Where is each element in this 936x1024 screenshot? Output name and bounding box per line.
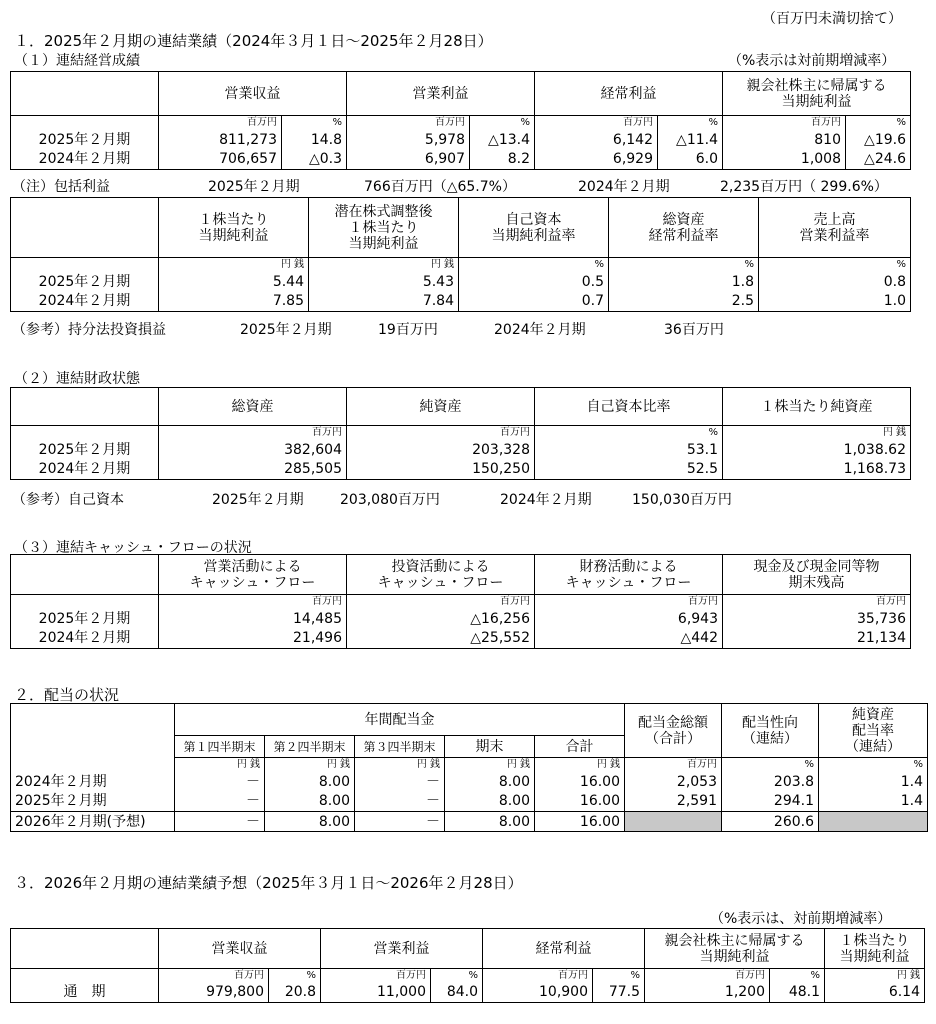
unit-label: 百万円 <box>312 595 342 607</box>
cell: 20.8 <box>269 983 321 1003</box>
footnote-value: 36百万円 <box>664 322 724 338</box>
header-total-dividend: 配当金総額 （合計） <box>625 704 722 758</box>
cell: 16.00 <box>535 792 625 812</box>
unit-label: % <box>896 258 906 270</box>
cell: 2.5 <box>609 292 759 312</box>
cell: 1.0 <box>759 292 911 312</box>
header-eps: １株当たり 当期純利益 <box>159 198 309 258</box>
unit-label: 百万円 <box>811 116 841 128</box>
cell: 48.1 <box>770 983 825 1003</box>
section-2-title: ２．配当の状況 <box>14 686 120 704</box>
header-year-end: 期末 <box>445 736 535 758</box>
cell: △0.3 <box>282 150 347 170</box>
cell: 8.00 <box>265 812 355 832</box>
unit-label: % <box>708 426 718 438</box>
table-row-forecast <box>11 812 928 832</box>
footnote-period: 2024年２月期 <box>494 322 586 338</box>
cell: 1.4 <box>819 772 928 792</box>
unit-label: 百万円 <box>735 969 765 981</box>
unit-note: （百万円未満切捨て） <box>762 11 902 27</box>
header-roe: 自己資本 当期純利益率 <box>459 198 609 258</box>
header-total: 合計 <box>535 736 625 758</box>
cell: 150,250 <box>347 460 535 480</box>
cell: 5.44 <box>159 272 309 292</box>
footnote-period: 2024年２月期 <box>578 179 670 195</box>
unit-label: % <box>708 116 718 128</box>
cell: 8.2 <box>470 150 535 170</box>
header-total-assets: 総資産 <box>159 388 347 426</box>
table-row <box>11 292 911 312</box>
cell: 8.00 <box>265 772 355 792</box>
header-annual-dividend: 年間配当金 <box>175 704 625 736</box>
cell: 5.43 <box>309 272 459 292</box>
corner-cell <box>11 555 159 595</box>
corner-cell <box>11 72 159 116</box>
unit-label: 百万円 <box>500 426 530 438</box>
t3-title: （２）連結財政状態 <box>14 371 140 387</box>
unit-label: 円 銭 <box>896 969 920 981</box>
cell: 16.00 <box>535 812 625 832</box>
unit-label: % <box>896 116 906 128</box>
cell: － <box>175 812 265 832</box>
footnote-period: 2025年２月期 <box>208 179 300 195</box>
unit-label: 百万円 <box>558 969 588 981</box>
unit-label: 百万円 <box>234 969 264 981</box>
dividends-table <box>10 703 928 832</box>
unit-label: 百万円 <box>876 595 906 607</box>
cell: 203.8 <box>722 772 819 792</box>
cell: 14,485 <box>159 609 347 629</box>
cell: － <box>175 772 265 792</box>
unit-label: % <box>468 969 478 981</box>
header-investing-cf: 投資活動による キャッシュ・フロー <box>347 555 535 595</box>
unit-label: % <box>594 258 604 270</box>
row-label: 2025年２月期 <box>11 609 159 629</box>
header-financing-cf: 財務活動による キャッシュ・フロー <box>535 555 723 595</box>
section-3-title: ３．2026年２月期の連結業績予想（2025年３月１日～2026年２月28日） <box>14 874 523 892</box>
cell: － <box>175 792 265 812</box>
cell: 5,978 <box>347 130 470 150</box>
header-operating-income: 営業利益 <box>321 929 483 969</box>
cell: 7.85 <box>159 292 309 312</box>
header-payout-ratio: 配当性向 （連結） <box>722 704 819 758</box>
cell: 1,168.73 <box>723 460 911 480</box>
unit-label: 百万円 <box>435 116 465 128</box>
cell: 7.84 <box>309 292 459 312</box>
table-row <box>11 150 911 170</box>
cell: － <box>355 812 445 832</box>
cell: 84.0 <box>431 983 483 1003</box>
corner-cell <box>11 704 175 758</box>
unit-label: % <box>913 758 924 770</box>
unit-label: % <box>804 758 815 770</box>
cell: 979,800 <box>159 983 269 1003</box>
cell: 2,591 <box>625 792 722 812</box>
unit-label: % <box>744 258 754 270</box>
header-operating-revenue: 営業収益 <box>159 929 321 969</box>
cell: △24.6 <box>846 150 911 170</box>
cell: 16.00 <box>535 772 625 792</box>
cell: 6.14 <box>825 983 925 1003</box>
cell: 0.7 <box>459 292 609 312</box>
header-net-income: 親会社株主に帰属する 当期純利益 <box>723 72 911 116</box>
cell: 8.00 <box>445 772 535 792</box>
footnote-value: 150,030百万円 <box>632 492 732 508</box>
header-bps: １株当たり純資産 <box>723 388 911 426</box>
header-roa: 総資産 経常利益率 <box>609 198 759 258</box>
unit-label: 円 銭 <box>430 258 454 270</box>
table-row <box>11 629 911 649</box>
t4-title: （３）連結キャッシュ・フローの状況 <box>14 540 252 556</box>
unit-label: 円 銭 <box>280 258 304 270</box>
footnote-equity-method-label: （参考）持分法投資損益 <box>12 322 166 338</box>
corner-cell <box>11 198 159 258</box>
header-net-income: 親会社株主に帰属する 当期純利益 <box>645 929 825 969</box>
unit-label: 円 銭 <box>326 758 350 770</box>
row-label: 2024年２月期 <box>11 292 159 312</box>
footnote-value: 2,235百万円（ 299.6%） <box>720 179 888 195</box>
header-net-assets: 純資産 <box>347 388 535 426</box>
corner-cell <box>11 388 159 426</box>
unit-label: % <box>810 969 820 981</box>
header-q1: 第１四半期末 <box>175 736 265 758</box>
cell: 0.8 <box>759 272 911 292</box>
cash-flow-table <box>10 554 911 649</box>
header-operating-income: 営業利益 <box>347 72 535 116</box>
unit-label: 百万円 <box>396 969 426 981</box>
row-label: 2026年２月期(予想) <box>11 812 175 832</box>
cell: 1,038.62 <box>723 440 911 460</box>
table-row <box>11 130 911 150</box>
cell: 6,943 <box>535 609 723 629</box>
financial-position-table <box>10 387 911 480</box>
cell: 382,604 <box>159 440 347 460</box>
cell: 10,900 <box>483 983 593 1003</box>
unit-label: 百万円 <box>312 426 342 438</box>
footnote-period: 2025年２月期 <box>212 492 304 508</box>
header-operating-cf: 営業活動による キャッシュ・フロー <box>159 555 347 595</box>
cell: 21,134 <box>723 629 911 649</box>
cell: 203,328 <box>347 440 535 460</box>
cell: 285,505 <box>159 460 347 480</box>
cell: 8.00 <box>265 792 355 812</box>
table-row <box>11 983 925 1003</box>
unit-label: 百万円 <box>623 116 653 128</box>
row-label: 2025年２月期 <box>11 130 159 150</box>
footnote-equity-label: （参考）自己資本 <box>12 492 124 508</box>
row-label: 2025年２月期 <box>11 792 175 812</box>
t1-title: （１）連結経営成績 <box>14 53 140 69</box>
forecast-table <box>10 928 925 1003</box>
header-cash-balance: 現金及び現金同等物 期末残高 <box>723 555 911 595</box>
unit-label: 円 銭 <box>882 426 906 438</box>
cell: 706,657 <box>159 150 282 170</box>
unit-label: 百万円 <box>247 116 277 128</box>
consolidated-results-table <box>10 71 911 170</box>
cell: 294.1 <box>722 792 819 812</box>
cell: △25,552 <box>347 629 535 649</box>
row-label: 2024年２月期 <box>11 772 175 792</box>
unit-label: % <box>306 969 316 981</box>
shaded-cell <box>625 812 722 832</box>
cell: △442 <box>535 629 723 649</box>
footnote-period: 2025年２月期 <box>240 322 332 338</box>
t1-note: （%表示は対前期増減率） <box>728 53 896 69</box>
row-label: 2025年２月期 <box>11 272 159 292</box>
table-row <box>11 772 928 792</box>
cell: 810 <box>723 130 846 150</box>
cell: 1,200 <box>645 983 770 1003</box>
unit-label: % <box>630 969 640 981</box>
row-label: 2024年２月期 <box>11 460 159 480</box>
unit-label: 百万円 <box>687 758 718 770</box>
cell: 1.8 <box>609 272 759 292</box>
footnote-comprehensive-label: （注）包括利益 <box>12 179 110 195</box>
footnote-period: 2024年２月期 <box>500 492 592 508</box>
cell: 53.1 <box>535 440 723 460</box>
cell: △16,256 <box>347 609 535 629</box>
header-ordinary-income: 経常利益 <box>483 929 645 969</box>
unit-label: 円 銭 <box>506 758 530 770</box>
table-row <box>11 609 911 629</box>
cell: △19.6 <box>846 130 911 150</box>
footnote-value: 766百万円（△65.7%） <box>364 179 516 195</box>
row-label: 2025年２月期 <box>11 440 159 460</box>
unit-label: 円 銭 <box>416 758 440 770</box>
cell: 6,929 <box>535 150 658 170</box>
cell: 811,273 <box>159 130 282 150</box>
table-row <box>11 440 911 460</box>
header-equity-ratio: 自己資本比率 <box>535 388 723 426</box>
cell: 260.6 <box>722 812 819 832</box>
header-q3: 第３四半期末 <box>355 736 445 758</box>
corner-cell <box>11 929 159 969</box>
cell: 1,008 <box>723 150 846 170</box>
header-q2: 第２四半期末 <box>265 736 355 758</box>
cell: 8.00 <box>445 792 535 812</box>
cell: △13.4 <box>470 130 535 150</box>
cell: 21,496 <box>159 629 347 649</box>
cell: － <box>355 792 445 812</box>
cell: 0.5 <box>459 272 609 292</box>
header-doe: 純資産 配当率 （連結） <box>819 704 928 758</box>
table-row <box>11 272 911 292</box>
header-operating-revenue: 営業収益 <box>159 72 347 116</box>
unit-label: 百万円 <box>688 595 718 607</box>
unit-label: 円 銭 <box>236 758 260 770</box>
cell: 14.8 <box>282 130 347 150</box>
row-label: 2024年２月期 <box>11 629 159 649</box>
cell: 77.5 <box>593 983 645 1003</box>
section-1-title: １．2025年２月期の連結業績（2024年３月１日～2025年２月28日） <box>14 32 493 50</box>
cell: 6,907 <box>347 150 470 170</box>
table-row <box>11 792 928 812</box>
shaded-cell <box>819 812 928 832</box>
footnote-value: 203,080百万円 <box>340 492 440 508</box>
cell: － <box>355 772 445 792</box>
table-row <box>11 460 911 480</box>
header-ordinary-income: 経常利益 <box>535 72 723 116</box>
cell: 8.00 <box>445 812 535 832</box>
header-diluted-eps: 潜在株式調整後 １株当たり 当期純利益 <box>309 198 459 258</box>
unit-label: 百万円 <box>500 595 530 607</box>
footnote-value: 19百万円 <box>378 322 438 338</box>
row-label: 通 期 <box>11 983 159 1003</box>
row-label: 2024年２月期 <box>11 150 159 170</box>
cell: 35,736 <box>723 609 911 629</box>
cell: 1.4 <box>819 792 928 812</box>
cell: 11,000 <box>321 983 431 1003</box>
cell: 6.0 <box>658 150 723 170</box>
unit-label: 円 銭 <box>596 758 621 770</box>
cell: 2,053 <box>625 772 722 792</box>
unit-label: % <box>520 116 530 128</box>
cell: △11.4 <box>658 130 723 150</box>
cell: 6,142 <box>535 130 658 150</box>
s3-note: （%表示は、対前期増減率） <box>710 911 892 927</box>
cell: 52.5 <box>535 460 723 480</box>
per-share-ratios-table <box>10 197 911 312</box>
unit-label: % <box>332 116 342 128</box>
header-eps: １株当たり 当期純利益 <box>825 929 925 969</box>
header-operating-margin: 売上高 営業利益率 <box>759 198 911 258</box>
